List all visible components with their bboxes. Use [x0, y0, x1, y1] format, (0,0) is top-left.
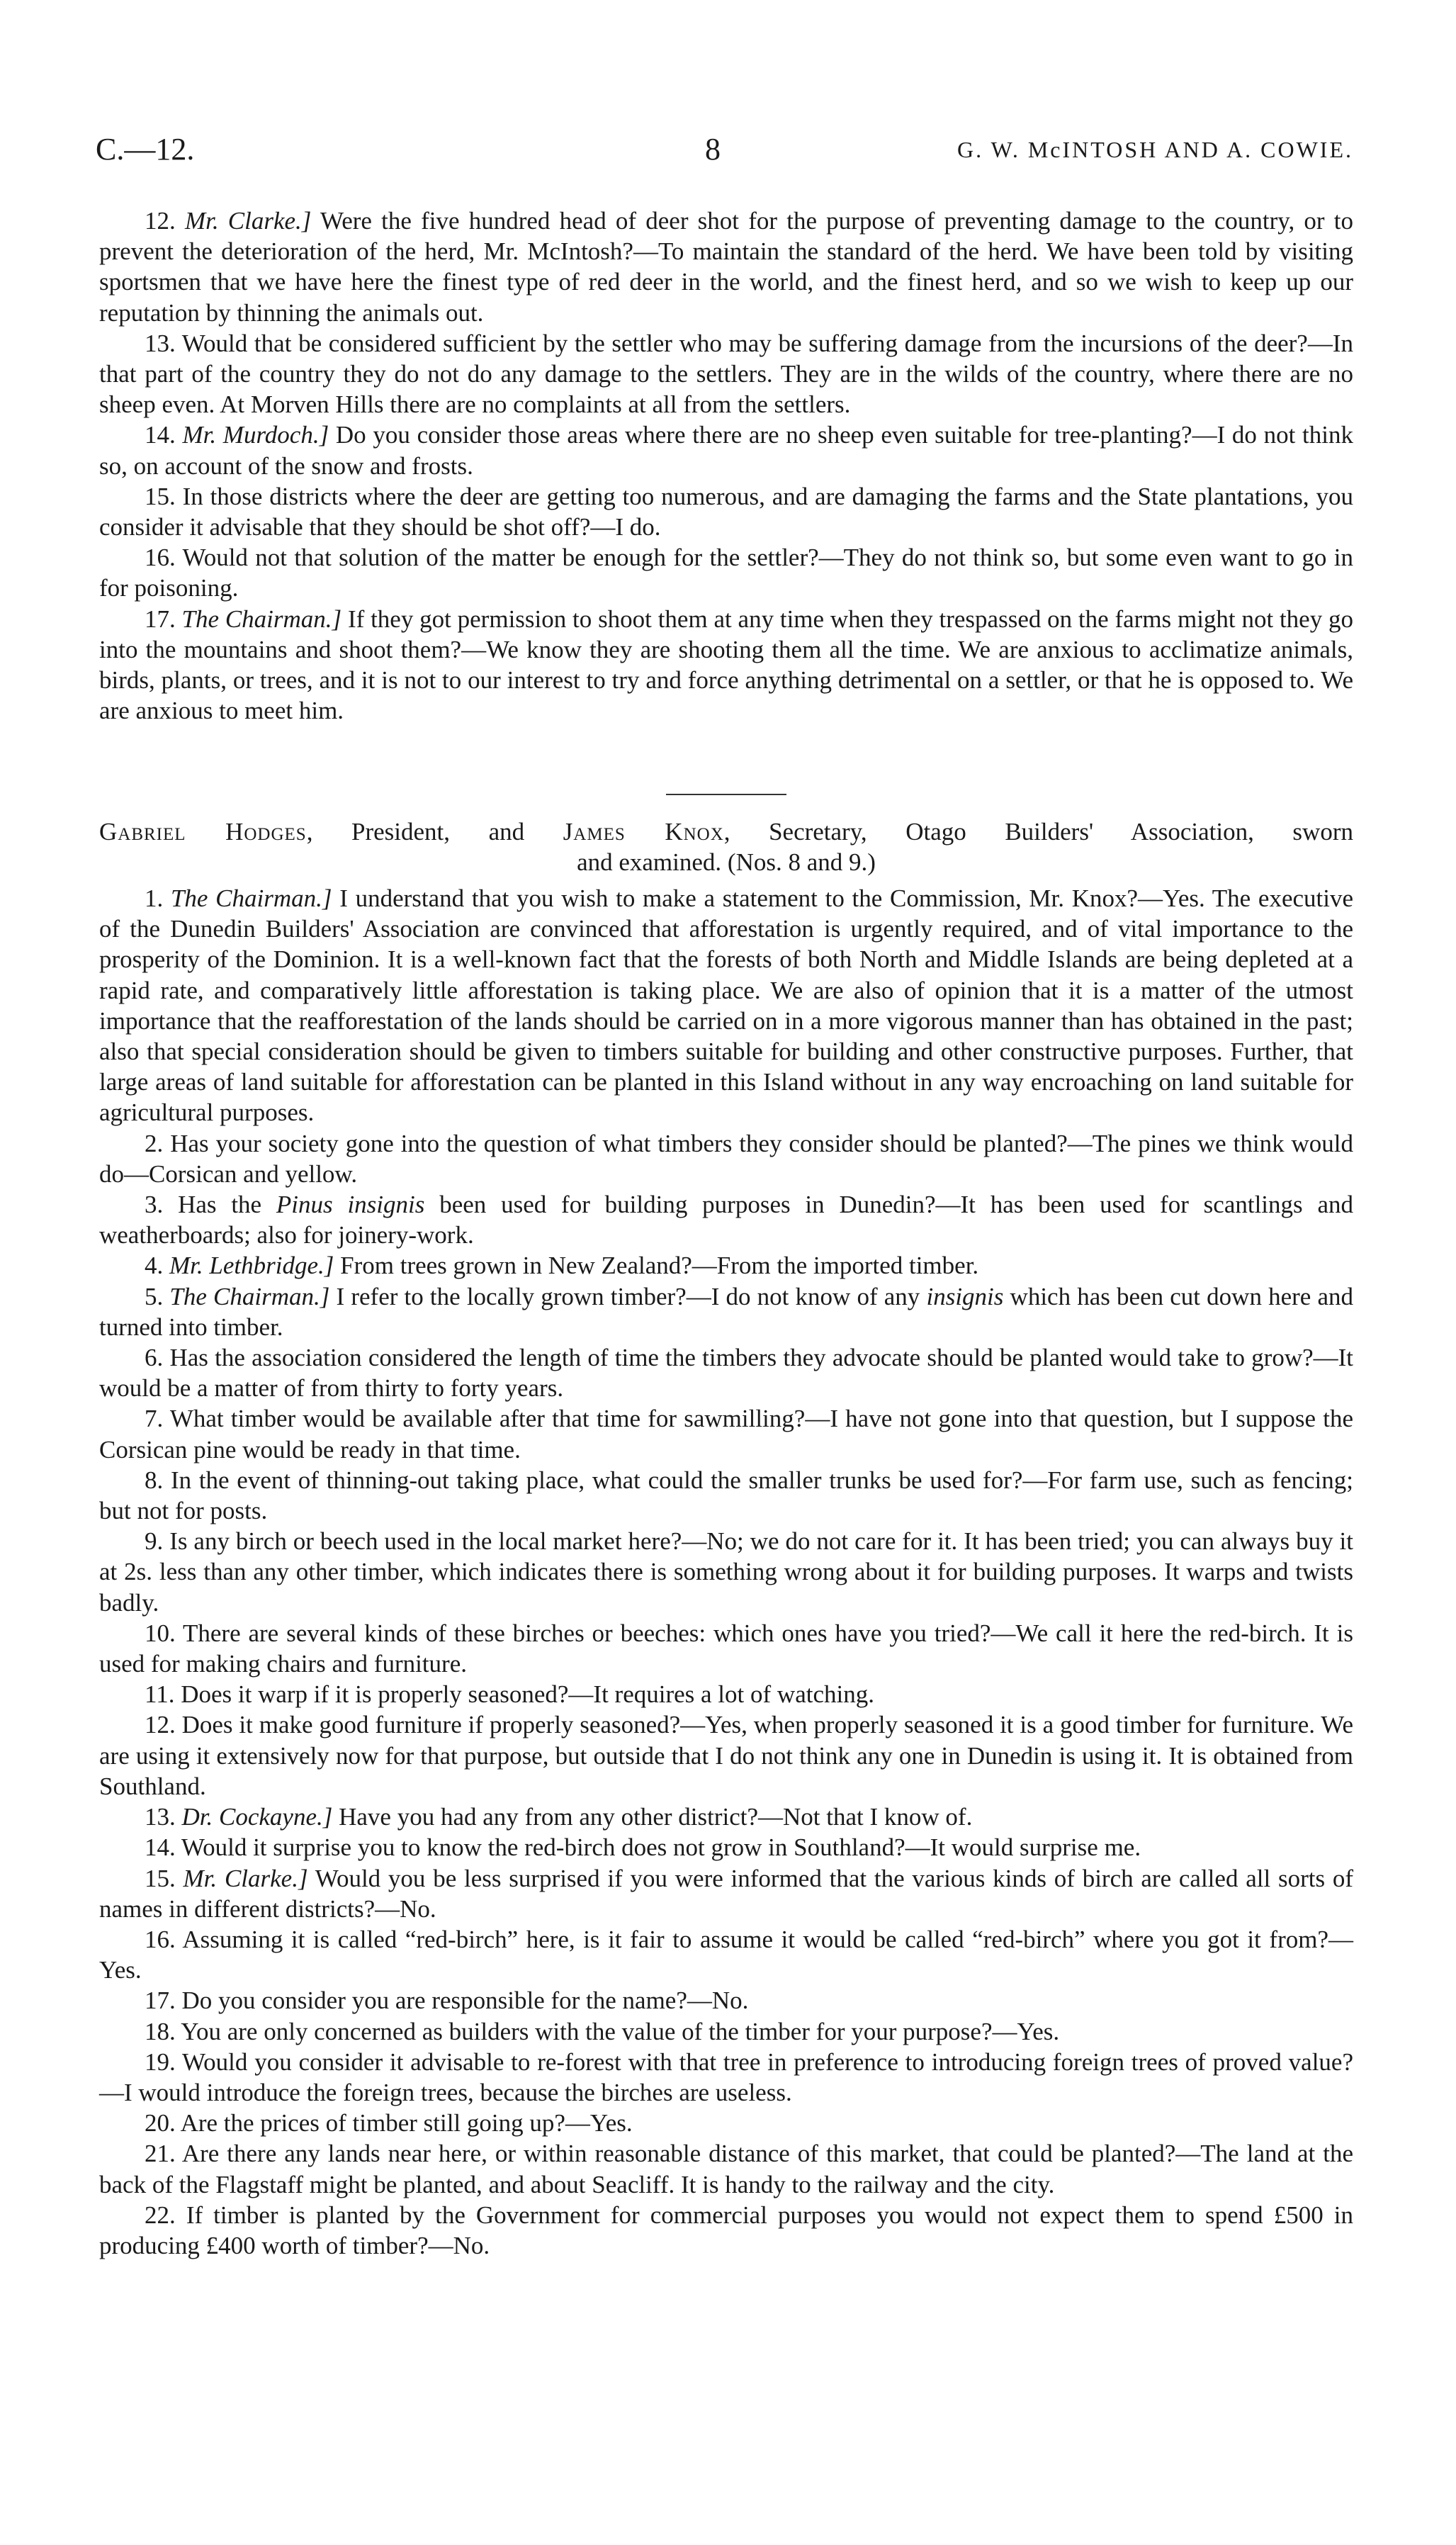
question-text: Would you be less surprised if you were informed that the various kinds of birch are called all sorts of names in different districts?—No.	[99, 1864, 1354, 1923]
question-text: Does it warp if it is properly seasoned?—It requires a lot of watching.	[181, 1680, 874, 1709]
question-paragraph	[99, 1526, 1353, 1618]
question-text: From trees grown in New Zealand?—From the imported timber.	[334, 1252, 979, 1280]
question-text: If timber is planted by the Government for commercial purposes you would not expect them to spend £500 in producing £400 worth of timber?—No.	[99, 2201, 1353, 2259]
question-text: Would you consider it advisable to re-forest with that tree in preference to introducing foreign trees of proved value?—I would introduce the foreign trees, because the birches are useless.	[99, 2047, 1353, 2106]
question-text: Were the five hundred head of deer shot for the purpose of preventing damage to the country, or to prevent the deterioration of the herd, Mr. McIntosh?—To maintain the standard of the herd. We have been told by visiting sportsmen that we have here the finest type of red deer in the world, and the finest herd, and so we wish to keep up our reputation by thinning the animals out.	[99, 207, 1353, 327]
question-number: 4.	[145, 1252, 164, 1280]
question-paragraph	[99, 2200, 1353, 2261]
question-paragraph	[99, 883, 1353, 1128]
question-paragraph	[99, 2138, 1353, 2199]
question-number: 19.	[145, 2047, 176, 2076]
question-paragraph	[99, 1189, 1353, 1250]
question-paragraph	[99, 1403, 1353, 1464]
question-paragraph	[99, 1709, 1353, 1802]
witness-name-2: James Knox	[563, 818, 724, 845]
question-text: Has the	[178, 1191, 276, 1219]
question-number: 6.	[145, 1344, 164, 1372]
question-text: Would it surprise you to know the red-birch does not grow in Southland?—It would surprise me.	[181, 1833, 1141, 1862]
question-paragraph	[99, 604, 1353, 726]
question-number: 8.	[145, 1466, 164, 1494]
question-number: 2.	[145, 1129, 164, 1157]
question-number: 18.	[145, 2017, 176, 2045]
question-number: 1.	[145, 884, 164, 912]
question-text: I understand that you wish to make a statement to the Commission, Mr. Knox?—Yes. The executive of the Dunedin Builders' Association are convinced that afforestation is urgently required, and of vital importance to the prosperity of the Dominion. It is a well-known fact that the forests of both North and Middle Islands are being depleted at a rapid rate, and comparatively little afforestation is taking place. We are also of opinion that it is a matter of the utmost importance that the reafforestation of the lands should be carried on in a more vigorous manner than has obtained in the past; also that special consideration should be given to timbers suitable for building and other constructive purposes. Further, that large areas of land suitable for afforestation can be planted in this Island without in any way encroaching on land suitable for agricultural purposes.	[99, 884, 1354, 1127]
question-paragraph	[99, 542, 1353, 603]
question-text-cont: which has been cut down here and turned into timber.	[99, 1282, 1354, 1341]
question-paragraph	[99, 1802, 1353, 1832]
question-paragraph	[99, 1618, 1353, 1679]
testimony-section-2	[99, 883, 1353, 2261]
speaker-name: The Chairman.]	[181, 605, 342, 633]
speaker-name: The Chairman.]	[169, 1282, 330, 1310]
question-paragraph	[99, 328, 1353, 420]
witness-names-header: G. W. McINTOSH AND A. COWIE.	[957, 137, 1353, 162]
page-number: 8	[705, 132, 721, 167]
question-number: 11.	[145, 1680, 175, 1709]
question-paragraph	[99, 1342, 1353, 1403]
question-number: 16.	[145, 544, 176, 572]
question-text: Would that be considered sufficient by the settler who may be suffering damage from the incursions of the deer?—In that part of the country they do not do any damage to the settlers. They are in the wilds of the country, where there are no sheep even. At Morven Hills there are no complaints at all from the settlers.	[99, 329, 1353, 419]
question-number: 3.	[145, 1191, 164, 1219]
question-paragraph	[99, 1281, 1353, 1342]
question-number: 14.	[145, 1833, 176, 1862]
witness-role-1: , President, and	[306, 818, 563, 845]
question-number: 7.	[145, 1405, 164, 1433]
question-text: Are the prices of timber still going up?—Yes.	[180, 2109, 633, 2137]
question-text: Has your society gone into the question of what timbers they consider should be planted?—The pines we think would do—Corsican and yellow.	[99, 1129, 1353, 1188]
question-text: In the event of thinning-out taking place, what could the smaller trunks be used for?—For farm use, such as fencing; but not for posts.	[99, 1466, 1354, 1525]
question-paragraph	[99, 481, 1353, 542]
question-paragraph	[99, 1924, 1353, 1985]
question-text: You are only concerned as builders with the value of the timber for your purpose?—Yes.	[181, 2017, 1060, 2045]
section-divider	[666, 794, 786, 795]
question-paragraph	[99, 1250, 1353, 1281]
speaker-name: The Chairman.]	[170, 884, 332, 912]
question-text: Has the association considered the length of time the timbers they advocate should be planted would take to grow?—It would be a matter of from thirty to forty years.	[99, 1344, 1354, 1403]
question-text: Are there any lands near here, or within reasonable distance of this market, that could be planted?—The land at the back of the Flagstaff might be planted, and about Seacliff. It is handy to the railway and the city.	[99, 2140, 1353, 2198]
question-text: If they got permission to shoot them at any time when they trespassed on the farms might not they go into the mountains and shoot them?—We know they are shooting them all the time. We are anxious to acclimatize animals, birds, plants, or trees, and it is not to our interest to try and force anything detrimental on a settler, or that he is opposed to. We are anxious to meet him.	[99, 605, 1354, 725]
question-text: Do you consider you are responsible for the name?—No.	[181, 1987, 749, 2015]
question-text-cont: been used for building purposes in Dunedin?—It has been used for scantlings and weatherboards; also for joinery-work.	[99, 1191, 1354, 1249]
page-header	[96, 131, 1353, 181]
speaker-name: Mr. Murdoch.]	[182, 421, 329, 449]
question-text: Do you consider those areas where there are no sheep even suitable for tree-planting?—I do not think so, on account of the snow and frosts.	[99, 421, 1353, 480]
question-number: 5.	[145, 1282, 164, 1310]
question-text: Would not that solution of the matter be enough for the settler?—They do not think so, but some even want to go in for poisoning.	[99, 544, 1353, 602]
question-number: 16.	[145, 1925, 176, 1953]
witness-heading-line2: and examined. (Nos. 8 and 9.)	[577, 848, 876, 877]
question-paragraph	[99, 1832, 1353, 1863]
question-text: Does it make good furniture if properly seasoned?—Yes, when properly seasoned it is a good timber for furniture. We are using it extensively now for that purpose, but outside that I do not think any one in Dunedin is using it. It is obtained from Southland.	[99, 1711, 1354, 1800]
question-paragraph	[99, 1679, 1353, 1709]
witness-name-1: Gabriel Hodges	[99, 818, 307, 845]
question-paragraph	[99, 1128, 1353, 1189]
question-number: 20.	[145, 2109, 176, 2137]
question-paragraph	[99, 1985, 1353, 2016]
question-number: 15.	[145, 482, 176, 510]
question-paragraph	[99, 206, 1353, 328]
question-text: Is any birch or beech used in the local market here?—No; we do not care for it. It has been tried; you can always buy it at 2s. less than any other timber, which indicates there is something wrong about it for building purposes. It warps and twists badly.	[99, 1527, 1353, 1617]
italic-term: insignis	[926, 1282, 1004, 1310]
question-number: 15.	[145, 1864, 176, 1892]
question-paragraph	[99, 1465, 1353, 1526]
question-number: 22.	[145, 2201, 176, 2229]
report-code: C.—12.	[96, 132, 195, 167]
question-text: Assuming it is called “red-birch” here, is it fair to assume it would be called “red-birch” where you got it from?—Yes.	[99, 1925, 1353, 1984]
question-paragraph	[99, 2108, 1353, 2138]
question-text: In those districts where the deer are getting too numerous, and are damaging the farms and the State plantations, you consider it advisable that they should be shot off?—I do.	[99, 482, 1354, 541]
question-paragraph	[99, 420, 1353, 481]
question-number: 12.	[145, 207, 176, 235]
question-paragraph	[99, 1863, 1353, 1924]
speaker-name: Mr. Clarke.]	[183, 1864, 308, 1892]
question-number: 21.	[145, 2140, 176, 2168]
question-number: 17.	[145, 605, 176, 633]
question-number: 10.	[145, 1619, 176, 1647]
question-text: There are several kinds of these birches or beeches: which ones have you tried?—We call it here the red-birch. It is used for making chairs and furniture.	[99, 1619, 1353, 1678]
witness-role-2: , Secretary, Otago Builders' Association, sworn	[723, 818, 1353, 845]
speaker-name: Dr. Cockayne.]	[181, 1803, 333, 1831]
question-paragraph	[99, 2047, 1353, 2108]
question-text: I refer to the locally grown timber?—I do not know of any	[329, 1282, 927, 1310]
question-number: 9.	[145, 1527, 164, 1556]
question-number: 14.	[145, 421, 176, 449]
testimony-section-1	[99, 206, 1353, 726]
question-number: 12.	[145, 1711, 176, 1739]
speaker-name: Mr. Lethbridge.]	[169, 1252, 334, 1280]
witness-heading	[99, 816, 1353, 877]
speaker-name: Mr. Clarke.]	[184, 207, 312, 235]
question-number: 13.	[145, 1803, 176, 1831]
question-number: 13.	[145, 329, 176, 357]
question-text: What timber would be available after that time for sawmilling?—I have not gone into that question, but I suppose the Corsican pine would be ready in that time.	[99, 1405, 1354, 1463]
question-text: Have you had any from any other district?—Not that I know of.	[332, 1803, 973, 1831]
question-paragraph	[99, 2016, 1353, 2047]
question-number: 17.	[145, 1987, 176, 2015]
italic-term: Pinus insignis	[276, 1191, 425, 1219]
